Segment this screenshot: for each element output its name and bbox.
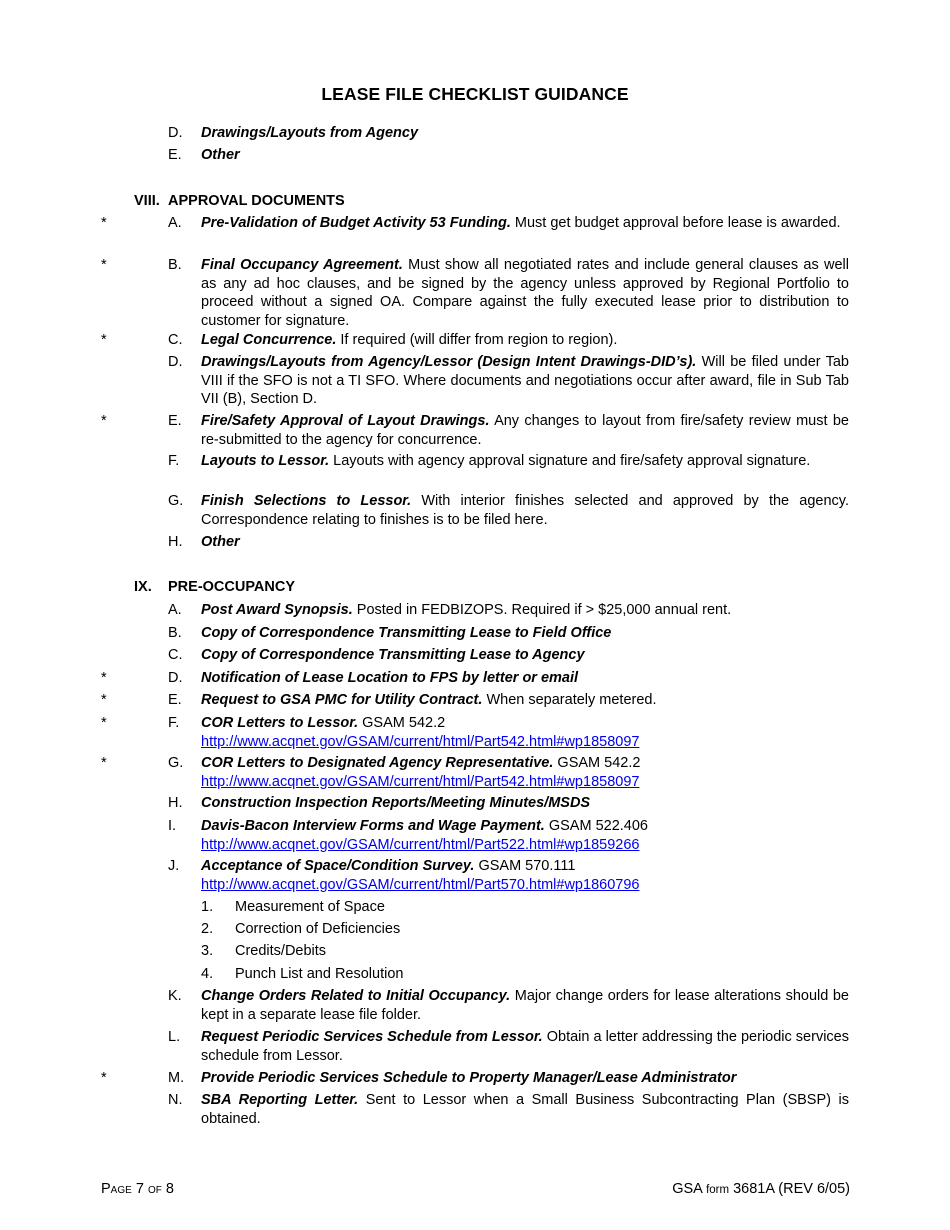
- item-body: Layouts with agency approval signature and fire/safety approval signature.: [329, 453, 811, 469]
- sub-item-text: Correction of Deficiencies: [235, 921, 401, 937]
- item-letter: D.: [168, 354, 183, 370]
- item-title: Change Orders Related to Initial Occupancy.: [201, 988, 511, 1004]
- page-word: Page: [101, 1181, 132, 1197]
- item-title: Request Periodic Services Schedule from Lessor.: [201, 1029, 543, 1045]
- item-letter: D.: [168, 125, 183, 141]
- item-letter: C.: [168, 332, 183, 348]
- item-letter: B.: [168, 257, 182, 273]
- item-title: Finish Selections to Lessor.: [201, 493, 412, 509]
- sub-item-number: 2.: [201, 921, 214, 937]
- item-letter: E.: [168, 413, 182, 429]
- item-title: SBA Reporting Letter.: [201, 1092, 359, 1108]
- item-text: [201, 452, 849, 471]
- item-body: GSAM 542.2: [358, 715, 446, 731]
- item-title: Drawings/Layouts from Agency/Lessor (Design Intent Drawings-DID’s).: [201, 354, 697, 370]
- item-title: Notification of Lease Location to FPS by letter or email: [201, 670, 579, 686]
- item-letter: D.: [168, 670, 183, 686]
- gsam-link[interactable]: http://www.acqnet.gov/GSAM/current/html/Part542.html#wp1858097: [201, 773, 640, 790]
- sub-item-number: 1.: [201, 899, 214, 915]
- item-text: [201, 1069, 849, 1088]
- gsam-link[interactable]: http://www.acqnet.gov/GSAM/current/html/Part570.html#wp1860796: [201, 876, 640, 893]
- item-body: GSAM 570.111: [474, 858, 576, 874]
- item-text: [201, 624, 849, 643]
- gsam-link[interactable]: http://www.acqnet.gov/GSAM/current/html/Part522.html#wp1859266: [201, 836, 640, 853]
- item-title: Davis-Bacon Interview Forms and Wage Payment.: [201, 818, 545, 834]
- page-current: 7: [135, 1181, 144, 1197]
- item-title: Construction Inspection Reports/Meeting Minutes/MSDS: [201, 795, 591, 811]
- item-title: Copy of Correspondence Transmitting Lease to Agency: [201, 647, 585, 663]
- item-text: [201, 691, 849, 710]
- item-text: [201, 353, 849, 409]
- item-letter: G.: [168, 755, 184, 771]
- item-letter: A.: [168, 602, 182, 618]
- item-body: Must get budget approval before lease is awarded.: [510, 215, 841, 231]
- item-title: COR Letters to Lessor.: [201, 715, 359, 731]
- item-letter: E.: [168, 692, 182, 708]
- section-title: APPROVAL DOCUMENTS: [168, 193, 345, 209]
- required-marker: *: [101, 413, 107, 429]
- item-text: [201, 987, 849, 1024]
- item-body: Must show all negotiated rates and include general clauses as well as any ad hoc clauses, and be signed by the agency unless approved by Regional Portfolio to proceed without a signed OA. Compare against the fully executed lease prior to distribution to customer for signature.: [201, 257, 849, 329]
- item-letter: H.: [168, 534, 183, 550]
- sub-item-text: Credits/Debits: [235, 943, 327, 959]
- item-body: Obtain a letter addressing the periodic services schedule from Lessor.: [201, 1029, 849, 1064]
- item-text: [201, 492, 849, 529]
- item-letter: M.: [168, 1070, 185, 1086]
- sub-item-number: 4.: [201, 966, 214, 982]
- required-marker: *: [101, 715, 107, 731]
- item-body: GSAM 542.2: [553, 755, 641, 771]
- gsam-link[interactable]: http://www.acqnet.gov/GSAM/current/html/Part542.html#wp1858097: [201, 733, 640, 750]
- item-title: Provide Periodic Services Schedule to Property Manager/Lease Administrator: [201, 1070, 737, 1086]
- item-text: [201, 817, 849, 854]
- item-text: [201, 714, 849, 751]
- item-title: Copy of Correspondence Transmitting Lease to Field Office: [201, 625, 612, 641]
- item-letter: F.: [168, 453, 180, 469]
- required-marker: *: [101, 257, 107, 273]
- form-id: [672, 1181, 850, 1197]
- item-body: Posted in FEDBIZOPS. Required if > $25,000 annual rent.: [352, 602, 732, 618]
- item-letter: F.: [168, 715, 180, 731]
- sub-item-text: Measurement of Space: [235, 899, 385, 915]
- required-marker: *: [101, 755, 107, 771]
- item-letter: A.: [168, 215, 182, 231]
- form-word: form: [706, 1184, 730, 1196]
- item-text: [201, 754, 849, 791]
- item-letter: H.: [168, 795, 183, 811]
- item-body: GSAM 522.406: [544, 818, 648, 834]
- item-text: [201, 1028, 849, 1065]
- item-text: [201, 1091, 849, 1128]
- item-body: If required (will differ from region to region).: [336, 332, 618, 348]
- item-text: [201, 669, 849, 688]
- item-title: Acceptance of Space/Condition Survey.: [201, 858, 475, 874]
- page-title: LEASE FILE CHECKLIST GUIDANCE: [321, 84, 629, 104]
- item-letter: C.: [168, 647, 183, 663]
- item-title: Layouts to Lessor.: [201, 453, 330, 469]
- required-marker: *: [101, 692, 107, 708]
- required-marker: *: [101, 215, 107, 231]
- item-body: Major change orders for lease alterations should be kept in a separate lease file folder.: [201, 988, 849, 1023]
- item-letter: G.: [168, 493, 184, 509]
- item-title: Final Occupancy Agreement.: [201, 257, 403, 273]
- item-letter: L.: [168, 1029, 181, 1045]
- item-body: When separately metered.: [482, 692, 657, 708]
- section-number: IX.: [134, 579, 152, 595]
- form-number: 3681A (REV 6/05): [733, 1181, 850, 1197]
- item-title: Pre-Validation of Budget Activity 53 Funding.: [201, 215, 511, 231]
- page-total: 8: [165, 1181, 174, 1197]
- item-text: [201, 601, 849, 620]
- item-text: [201, 533, 849, 552]
- form-prefix: GSA: [672, 1181, 703, 1197]
- item-text: [201, 331, 849, 350]
- item-title: Drawings/Layouts from Agency: [201, 125, 419, 141]
- sub-item-number: 3.: [201, 943, 214, 959]
- item-letter: E.: [168, 147, 182, 163]
- item-title: COR Letters to Designated Agency Representative.: [201, 755, 554, 771]
- item-text: [201, 256, 849, 330]
- item-body: Any changes to layout from fire/safety review must be re-submitted to the agency for concurrence.: [201, 413, 849, 448]
- item-title: Other: [201, 147, 240, 163]
- item-text: [201, 857, 849, 894]
- item-text: [201, 646, 849, 665]
- section-title: PRE-OCCUPANCY: [168, 579, 296, 595]
- item-text: [201, 412, 849, 449]
- sub-item-text: Punch List and Resolution: [235, 966, 404, 982]
- item-letter: J.: [168, 858, 180, 874]
- item-letter: K.: [168, 988, 182, 1004]
- item-title: Fire/Safety Approval of Layout Drawings.: [201, 413, 490, 429]
- item-text: [201, 794, 849, 813]
- item-letter: I.: [168, 818, 177, 834]
- item-title: Legal Concurrence.: [201, 332, 337, 348]
- item-body: Sent to Lessor when a Small Business Subcontracting Plan (SBSP) is obtained.: [201, 1092, 849, 1127]
- item-text: [201, 214, 849, 233]
- of-word: of: [147, 1181, 162, 1197]
- item-title: Other: [201, 534, 240, 550]
- required-marker: *: [101, 1070, 107, 1086]
- required-marker: *: [101, 332, 107, 348]
- item-letter: B.: [168, 625, 182, 641]
- item-letter: N.: [168, 1092, 183, 1108]
- required-marker: *: [101, 670, 107, 686]
- item-body: With interior finishes selected and approved by the agency. Correspondence relating to finishes is to be filed here.: [201, 493, 849, 528]
- item-title: Request to GSA PMC for Utility Contract.: [201, 692, 483, 708]
- item-title: Post Award Synopsis.: [201, 602, 353, 618]
- section-number: VIII.: [134, 193, 160, 209]
- item-body: Will be filed under Tab VIII if the SFO is not a TI SFO. Where documents and negotiations occur after award, file in Sub Tab VII (B), Section D.: [201, 354, 849, 407]
- page-number: [101, 1181, 174, 1197]
